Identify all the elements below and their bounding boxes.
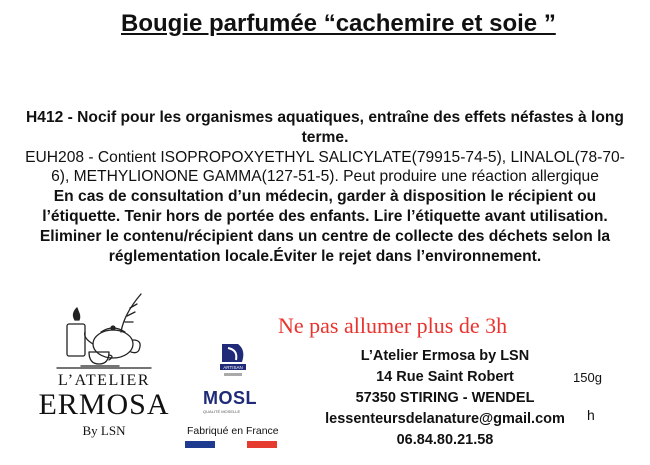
street: 14 Rue Saint Robert [376,369,514,385]
city: 57350 STIRING - WENDEL [355,390,535,406]
mosl-small-text: QUALITÉ MOSELLE [203,409,241,414]
atelier-ermosa-logo [28,290,180,450]
logo-text-top: L’ATELIER [57,372,150,389]
hazard-euh208: EUH208 - Contient ISOPROPOXYETHYL SALICYLATE(79915-74-5), LINALOL(78-70-6), METHYLIONONE GAMMA(127-51-5). Peut produire une réaction allergique [25,148,625,186]
french-flag-icon [185,441,277,448]
logo-text-sub: By LSN [82,423,126,438]
net-weight: 150g [573,370,602,385]
hazard-statements [18,108,632,266]
email: lessenteursdelanature@gmail.com [325,411,565,427]
hazard-h412: H412 - Nocif pour les organismes aquatiques, entraîne des effets néfastes à long terme. [26,109,624,146]
mosl-logo-text: MOSL [203,388,257,408]
company-address [305,346,585,451]
artisan-label: ARTISAN [223,365,243,370]
logo-text-main: ERMOSA [38,388,170,421]
stray-h-mark: h [587,407,595,423]
precautionary-statements: En cas de consultation d’un médecin, garder à disposition le récipient ou l’étiquette. Tenir hors de portée des enfants. Lire l’étiquette avant utilisation. Eliminer le contenu/récipient dans un centre de collecte des déchets selon la réglementation locale.Éviter le rejet dans l’environnement. [39,188,611,265]
product-title: Bougie parfumée “cachemire et soie ” [121,10,556,37]
mosl-badge [203,388,263,418]
candle-teapot-icon [53,290,155,370]
company-name: L’Atelier Ermosa by LSN [360,348,530,364]
artisan-badge-icon [218,342,248,380]
burn-time-warning: Ne pas allumer plus de 3h [278,313,508,338]
made-in-france-label: Fabriqué en France [187,425,279,437]
phone: 06.84.80.21.58 [396,432,494,448]
